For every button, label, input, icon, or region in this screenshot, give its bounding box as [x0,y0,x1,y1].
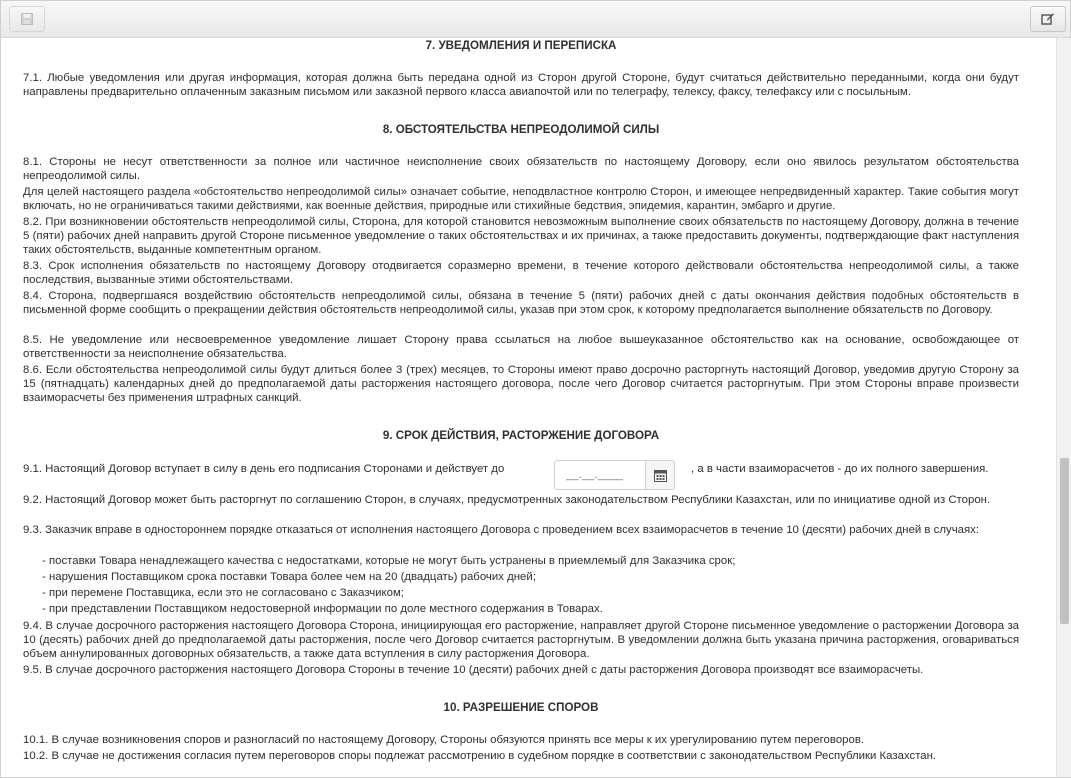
list-item: - поставки Товара ненадлежащего качества с недостатками, которые не могут быть устранены в приемлемый для Заказчика срок; [42,555,736,567]
contract-end-date-field [554,460,675,490]
paragraph-10-2: 10.2. В случае не достижения согласия путем переговоров споры подлежат рассмотрению в судебном порядке в соответствии с законодательством Республики Казахстан. [23,750,937,762]
scrollbar-thumb[interactable] [1060,458,1069,624]
paragraph-9-1-start: 9.1. Настоящий Договор вступает в силу в день его подписания Сторонами и действует до [23,463,505,475]
paragraph-9-1-end: , а в части взаиморасчетов - до их полного завершения. [691,463,989,475]
paragraph-9-3: 9.3. Заказчик вправе в одностороннем порядке отказаться от исполнения настоящего Договора с проведением всех взаиморасчетов в течение 10 (десяти) рабочих дней в случаях: [23,524,979,536]
section-10-title: 10. РАЗРЕШЕНИЕ СПОРОВ [443,701,599,714]
vertical-scrollbar[interactable] [1056,38,1071,777]
save-button[interactable] [9,6,45,32]
paragraph-8-6: 8.6. Если обстоятельства непреодолимой силы будут длиться более 3 (трех) месяцев, то Стороны имеют право досрочно расторгнуть настоящий Договор, уведомив другую Сторону за 15 (пятнадцать) календарных дней до предполагаемой даты расторжения настоящего договора, после чего Договор считается расторгнутым. При этом Стороны вправе произвести взаиморасчеты без применения штрафных санкций. [23,364,1019,404]
edit-button[interactable] [1030,6,1066,32]
paragraph-8-1: 8.1. Стороны не несут ответственности за полное или частичное неисполнение своих обязательств по настоящему Договору, если оно явилось результатом обстоятельства непреодолимой силы. [23,156,1019,182]
paragraph-8-5: 8.5. Не уведомление или несвоевременное уведомление лишает Сторону права ссылаться на любое вышеуказанное обстоятельство как на основание, освобождающее от ответственности за неисполнение обязательства. [23,334,1019,360]
paragraph-10-1: 10.1. В случае возникновения споров и разногласий по настоящему Договору, Стороны обязуются принять все меры к их урегулированию путем переговоров. [23,734,865,746]
paragraph-9-4: 9.4. В случае досрочного расторжения настоящего Договора Сторона, инициирующая его расторжение, направляет другой Стороне письменное уведомление о расторжении Договора за 10 (десять) рабочих дней до предполагаемой даты расторжения, после чего Договор считается расторгнутым. В уведомлении должна быть указана причина расторжения, оговариваться объем аннулированных договорных обязательств, а также дата вступления в силу расторжения Договора. [23,620,1019,660]
list-item: - при представлении Поставщиком недостоверной информации по доле местного содержания в Товарах. [42,603,603,615]
contract-end-date-input[interactable] [555,463,654,487]
paragraph-8-1-definition: Для целей настоящего раздела «обстоятельство непреодолимой силы» означает событие, неподвластное контролю Сторон, и имеющее непредвиденный характер. Такие события могут включать, но не ограничиваться такими действиями, как военные действия, природные или стихийные бедствия, эпидемия, карантин, эмбарго и другие. [23,186,1019,212]
paragraph-8-3: 8.3. Срок исполнения обязательств по настоящему Договору отодвигается соразмерно времени, в течение которого действовали обстоятельства непреодолимой силы, а также последствия, вызванные этими обстоятельствами. [23,260,1019,286]
calendar-icon [654,469,667,482]
save-icon [21,13,33,25]
list-item: - при перемене Поставщика, если это не согласовано с Заказчиком; [42,587,404,599]
section-8-title: 8. ОБСТОЯТЕЛЬСТВА НЕПРЕОДОЛИМОЙ СИЛЫ [382,123,660,136]
section-9-title: 9. СРОК ДЕЙСТВИЯ, РАСТОРЖЕНИЕ ДОГОВОРА [382,429,660,442]
paragraph-9-2: 9.2. Настоящий Договор может быть расторгнут по соглашению Сторон, в случаях, предусмотренных законодательством Республики Казахстан, или по инициативе одной из Сторон. [23,494,991,506]
paragraph-9-5: 9.5. В случае досрочного расторжения настоящего Договора Стороны в течение 10 (десяти) рабочих дней с даты расторжения Договора производят все взаиморасчеты. [23,664,924,676]
section-7-title: 7. УВЕДОМЛЕНИЯ И ПЕРЕПИСКА [425,39,617,52]
calendar-button[interactable] [645,461,674,489]
paragraph-8-2: 8.2. При возникновении обстоятельств непреодолимой силы, Сторона, для которой становится невозможным выполнение своих обязательств по настоящему Договору, должна в течение 5 (пяти) рабочих дней направить другой Стороне письменное уведомление о таких обстоятельствах и их причинах, а также предоставить документы, подтверждающие факт наступления таких обстоятельств, выданные компетентным органом. [23,216,1019,256]
paragraph-8-4: 8.4. Сторона, подвергшаяся воздействию обстоятельств непреодолимой силы, обязана в течение 5 (пяти) рабочих дней с даты окончания действия подобных обстоятельств в письменной форме сообщить о прекращении действия обстоятельств непреодолимой силы, указав при этом срок, к которому предполагается выполнение обязательств по Договору. [23,290,1019,316]
document-viewport[interactable] [1,38,1056,777]
paragraph-7-1: 7.1. Любые уведомления или другая информация, которая должна быть передана одной из Сторон другой Стороне, будут считаться действительно переданными, когда они будут направлены предварительно оплаченным заказным письмом или заказной первого класса авиапочтой или по телеграфу, телексу, факсу, телефаксу или с посыльным. [23,72,1019,98]
toolbar [1,1,1070,38]
edit-icon [1041,12,1055,26]
list-item: - нарушения Поставщиком срока поставки Товара более чем на 20 (двадцать) рабочих дней; [42,571,536,583]
